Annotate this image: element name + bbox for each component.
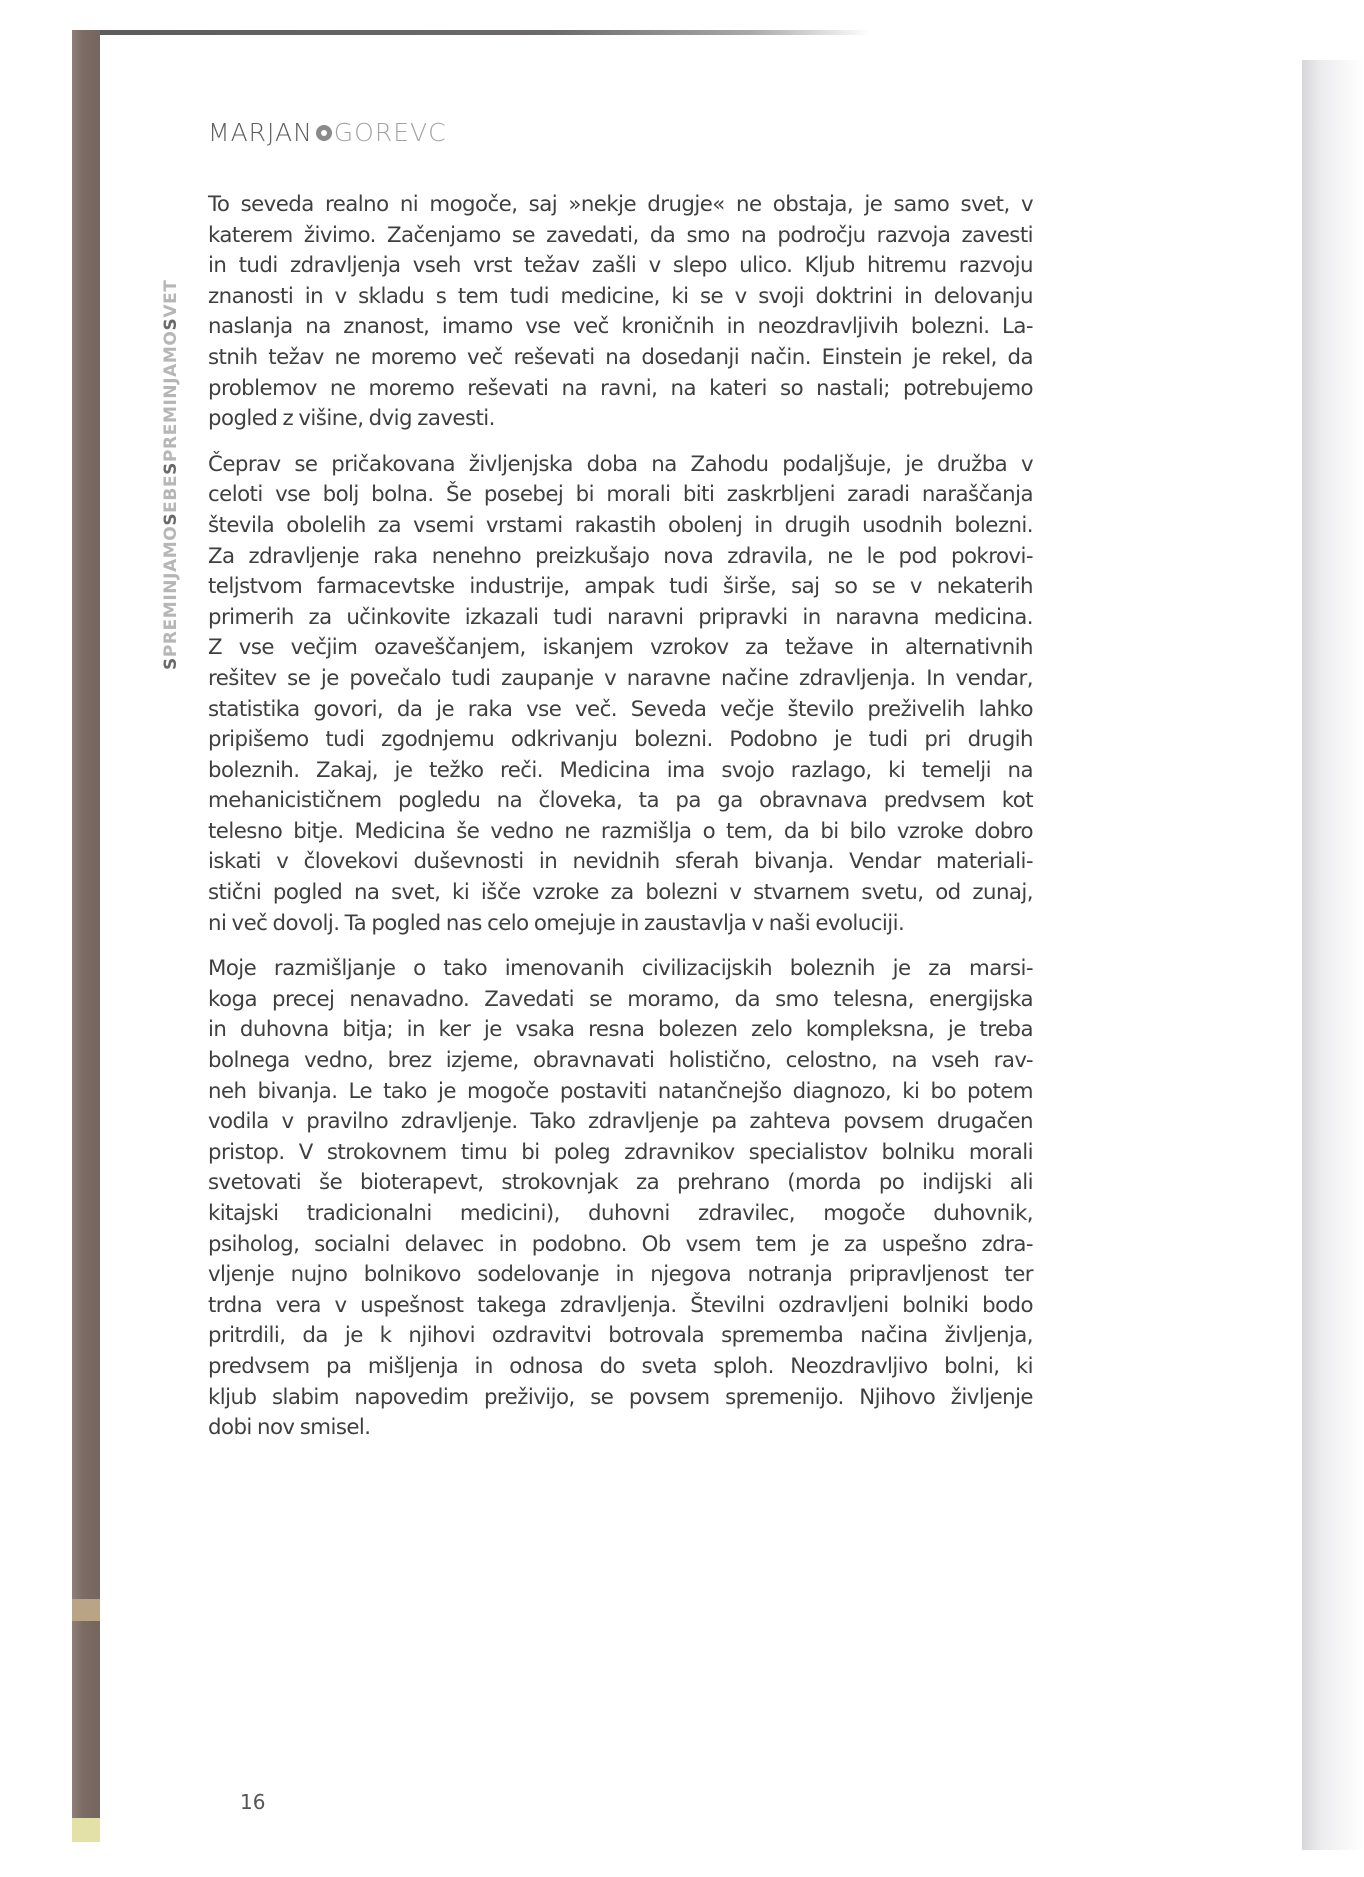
page-gutter-shadow xyxy=(1302,60,1364,1850)
text-line: neh bivanja. Le tako je mogoče postaviti natančnejšo diagnozo, ki bo potem xyxy=(208,1078,1033,1104)
text-line: trdna vera v uspešnost takega zdravljenja. Številni ozdravljeni bolniki bodo xyxy=(208,1292,1033,1318)
side-label-word: VET xyxy=(161,279,181,318)
side-label-initial: S xyxy=(161,512,181,526)
text-line: katerem živimo. Začenjamo se zavedati, da smo na področju razvoja zavesti xyxy=(208,222,1033,248)
text-line: in tudi zdravljenja vseh vrst težav zašli v slepo ulico. Kljub hitremu razvoju xyxy=(208,253,1033,279)
text-line: pogled z višine, dvig zavesti. xyxy=(208,406,495,432)
text-line: Čeprav se pričakovana življenjska doba na Zahodu podaljšuje, je družba v xyxy=(208,451,1033,477)
vertical-series-title xyxy=(161,90,181,670)
color-bar-yellow-band xyxy=(72,1818,100,1842)
text-line: Moje razmišljanje o tako imenovanih civilizacijskih boleznih je za marsi- xyxy=(208,956,1033,982)
text-line: in duhovna bitja; in ker je vsaka resna bolezen zelo kompleksna, je treba xyxy=(208,1017,1033,1043)
text-line: psiholog, socialni delavec in podobno. Ob vsem tem je za uspešno zdra- xyxy=(208,1231,1033,1257)
text-line: pristop. V strokovnem timu bi poleg zdravnikov specialistov bolniku morali xyxy=(208,1139,1033,1165)
text-line: pripišemo tudi zgodnjemu odkrivanju bolezni. Podobno je tudi pri drugih xyxy=(208,727,1033,753)
page-edge-color-bar xyxy=(72,30,100,1842)
text-line: teljstvom farmacevtske industrije, ampak tudi širše, saj so se v nekaterih xyxy=(208,574,1033,600)
circle-separator-icon xyxy=(316,125,332,141)
text-line: ni več dovolj. Ta pogled nas celo omejuje in zaustavlja v naši evoluciji. xyxy=(208,910,905,936)
running-head-author xyxy=(208,118,447,147)
text-line: celoti vse bolj bolna. Še posebej bi morali biti zaskrbljeni zaradi naraščanja xyxy=(208,482,1033,508)
text-line: svetovati še bioterapevt, strokovnjak za prehrano (morda po indijski ali xyxy=(208,1170,1033,1196)
text-line: stični pogled na svet, ki išče vzroke za bolezni v stvarnem svetu, od zunaj, xyxy=(208,880,1033,906)
text-line: rešitev se je povečalo tudi zaupanje v naravne načine zdravljenja. In vendar, xyxy=(208,665,1033,691)
side-label-word: EBE xyxy=(161,474,181,513)
text-line: telesno bitje. Medicina še vedno ne razmišlja o tem, da bi bilo vzroke dobro xyxy=(208,818,1033,844)
text-line: stnih težav ne moremo več reševati na dosedanji način. Einstein je rekel, da xyxy=(208,344,1033,370)
text-line: znanosti in v skladu s tem tudi medicine, ki se v svoji doktrini in delovanju xyxy=(208,283,1033,309)
text-line: mehanicističnem pogledu na človeka, ta pa ga obravnava predvsem kot xyxy=(208,788,1033,814)
text-line: Za zdravljenje raka nenehno preizkušajo nova zdravila, ne le pod pokrovi- xyxy=(208,543,1033,569)
body-text xyxy=(208,190,1033,1459)
text-line: števila obolelih za vsemi vrstami rakastih obolenj in drugih usodnih bolezni. xyxy=(208,512,1033,538)
text-line: statistika govori, da je raka vse več. Seveda večje število preživelih lahko xyxy=(208,696,1033,722)
side-label-initial: S xyxy=(161,657,181,670)
text-line: bolnega vedno, brez izjeme, obravnavati holistično, celostno, na vseh rav- xyxy=(208,1048,1033,1074)
text-line: Z vse večjim ozaveščanjem, iskanjem vzrokov za težave in alternativnih xyxy=(208,635,1033,661)
page-top-border xyxy=(80,30,870,35)
text-line: problemov ne moremo reševati na ravni, na kateri so nastali; potrebujemo xyxy=(208,375,1033,401)
text-line: To seveda realno ni mogoče, saj »nekje drugje« ne obstaja, je samo svet, v xyxy=(208,192,1033,217)
text-line: naslanja na znanost, imamo vse več kroničnih in neozdravljivih bolezni. La- xyxy=(208,314,1033,340)
text-line: iskati v človekovi duševnosti in nevidnih sferah bivanja. Vendar materiali- xyxy=(208,849,1033,875)
paragraph xyxy=(208,450,1033,940)
side-label-initial: S xyxy=(161,462,181,475)
page-number: 16 xyxy=(240,1790,266,1814)
text-line: koga precej nenavadno. Zavedati se moramo, da smo telesna, energijska xyxy=(208,986,1033,1012)
paragraph xyxy=(208,190,1033,435)
text-line: primerih za učinkovite izkazali tudi naravni pripravki in naravna medicina. xyxy=(208,604,1033,630)
text-line: predvsem pa mišljenja in odnosa do sveta sploh. Neozdravljivo bolni, ki xyxy=(208,1353,1033,1379)
side-label-initial: S xyxy=(161,317,181,331)
author-first-name: MARJAN xyxy=(208,118,313,147)
color-bar-tan-band xyxy=(72,1599,100,1621)
text-line: vodila v pravilno zdravljenje. Tako zdravljenje pa zahteva povsem drugačen xyxy=(208,1109,1033,1135)
text-line: kljub slabim napovedim preživijo, se povsem spremenijo. Njihovo življenje xyxy=(208,1384,1033,1410)
text-line: pritrdili, da je k njihovi ozdravitvi botrovala sprememba načina življenja, xyxy=(208,1323,1033,1349)
text-line: kitajski tradicionalni medicini), duhovni zdravilec, mogoče duhovnik, xyxy=(208,1201,1033,1226)
text-line: dobi nov smisel. xyxy=(208,1415,371,1441)
paragraph xyxy=(208,954,1033,1444)
side-label-word: PREMINJAMO xyxy=(161,330,181,462)
text-line: boleznih. Zakaj, je težko reči. Medicina ima svojo razlago, ki temelji na xyxy=(208,757,1033,783)
author-last-name: GOREVC xyxy=(333,118,447,147)
side-label-word: PREMINJAMO xyxy=(161,525,181,658)
text-line: vljenje nujno bolnikovo sodelovanje in njegova notranja pripravljenost ter xyxy=(208,1262,1033,1288)
